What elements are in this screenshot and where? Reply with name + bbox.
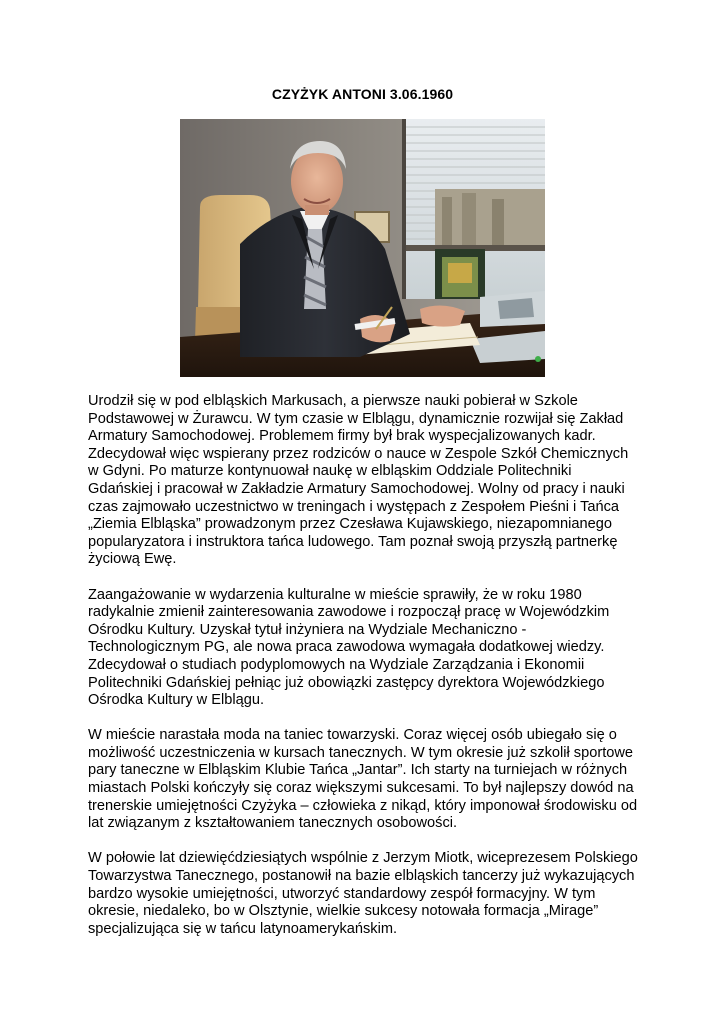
paragraph-4: W połowie lat dziewięćdziesiątych wspólnie z Jerzym Miotk, wiceprezesem Polskiego Towarzystwa Tanecznego, postanowił na bazie elbląskich tancerzy już wykazujących bardzo wysokie umiejętności, utworzyć standardowy zespół formacyjny. W tym okresie, niedaleko, bo w Olsztynie, wielkie sukcesy notowała formacja „Mirage” specjalizująca się w tańcu latynoamerykańskim. <box>88 850 638 937</box>
paragraph-2: Zaangażowanie w wydarzenia kulturalne w mieście sprawiły, że w roku 1980 radykalnie zmienił zainteresowania zawodowe i rozpoczął pracę w Wojewódzkim Ośrodku Kultury. Uzyskał tytuł inżyniera na Wydziale Mechaniczno - Technologicznym PG, ale nowa praca zawodowa wymagała dodatkowej wiedzy. Zdecydował o studiach podyplomowych na Wydziale Zarządzania i Ekonomii Politechniki Gdańskiej pełniąc już obowiązki zastępcy dyrektora Wojewódzkiego Ośrodka Kultury w Elblągu. <box>88 586 610 709</box>
document-body <box>88 393 648 956</box>
paragraph-1: Urodził się w pod elbląskich Markusach, a pierwsze nauki pobierał w Szkole Podstawowej w Żurawcu. W tym czasie w Elblągu, dynamicznie rozwijał się Zakład Armatury Samochodowej. Problemem firmy był brak wyspecjalizowanych kadr. Zdecydował więc wspierany przez rodziców o nauce w Zespole Szkół Chemicznych w Gdyni. Po maturze kontynuował naukę w elbląskim Oddziale Politechniki Gdańskiej i pracował w Zakładzie Armatury Samochodowej. Wolny od pracy i nauki czas zajmowało uczestnictwo w treningach i występach z Zespołem Pieśni i Tańca „Ziemia Elbląska” prowadzonym przez Czesława Kujawskiego, niezapomnianego popularyzatora i instruktora tańca ludowego. Tam poznał swoją przyszłą partnerkę życiową Ewę. <box>88 393 629 568</box>
paragraph-3: W mieście narastała moda na taniec towarzyski. Coraz więcej osób ubiegało się o możliwość uczestniczenia w kursach tanecznych. W tym okresie już szkolił sportowe pary taneczne w Elbląskim Klubie Tańca „Jantar”. Ich starty na turniejach w różnych miastach Polski kończyły się coraz większymi sukcesami. To był najlepszy dowód na trenerskie umiejętności Czyżyka – człowieka z nikąd, który imponował środowisku od lat związanym z kształtowaniem tanecznych osobowości. <box>88 727 638 832</box>
portrait-photo <box>180 119 545 377</box>
document-title: CZYŻYK ANTONI 3.06.1960 <box>271 86 454 102</box>
portrait-photo-image <box>180 119 545 377</box>
